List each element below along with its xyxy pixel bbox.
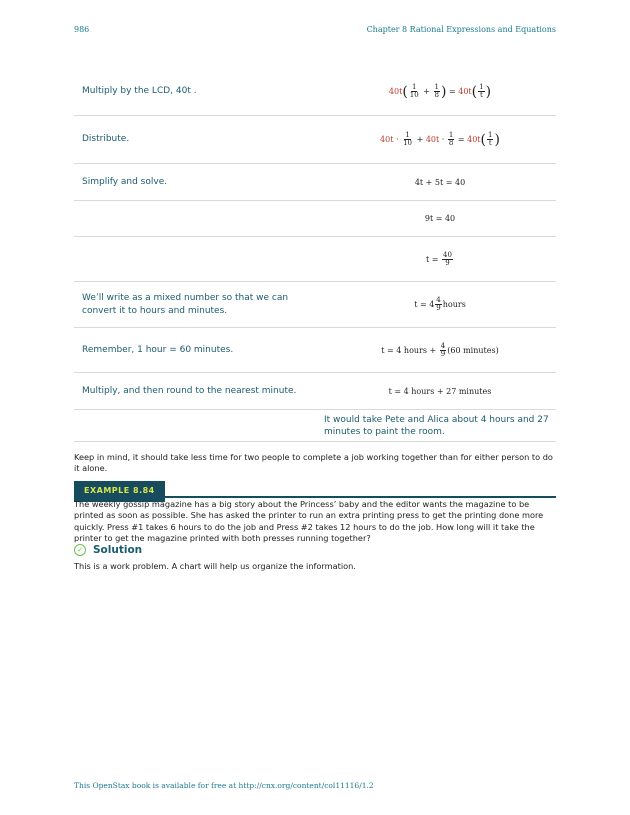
- answer-text: It would take Pete and Alica about 4 hours and 27 minutes to paint the room.: [324, 415, 549, 438]
- step-label: We’ll write as a mixed number so that we can convert it to hours and minutes.: [82, 293, 289, 316]
- example-label: EXAMPLE 8.84: [74, 481, 165, 502]
- step-row: [74, 116, 556, 164]
- step-row: [74, 237, 556, 282]
- step-math: t = 4 hours + 27 minutes: [388, 386, 492, 396]
- step-label: Multiply, and then round to the nearest minute.: [82, 385, 297, 396]
- solution-title: Solution: [93, 544, 143, 556]
- example-divider: [74, 496, 556, 498]
- step-row: [74, 373, 556, 410]
- chapter-title: Chapter 8 Rational Expressions and Equations: [366, 25, 556, 34]
- step-label: Simplify and solve.: [82, 176, 168, 187]
- note-paragraph: Keep in mind, it should take less time for two people to complete a job working together than for either person to do it alone.: [74, 452, 553, 474]
- solution-text: This is a work problem. A chart will help us organize the information.: [74, 561, 356, 571]
- solution-steps-table: [74, 68, 556, 442]
- step-row: [74, 164, 556, 201]
- step-row: [74, 282, 556, 328]
- check-circle-icon: ✓: [74, 544, 86, 556]
- step-math: t = 4 $\frac{4}{9}$ hours: [414, 296, 466, 312]
- step-label: Multiply by the LCD, 40t .: [82, 86, 197, 97]
- step-math: 4t + 5t = 40: [414, 177, 466, 187]
- step-row: [74, 68, 556, 116]
- step-math: 40t · $\frac{1}{10}$ + 40t · $\frac{1}{8}$ = 40t ( $\frac{1}{t}$ ): [380, 131, 500, 148]
- step-label: Distribute.: [82, 134, 130, 145]
- step-label: Remember, 1 hour = 60 minutes.: [82, 344, 234, 355]
- footer-note: This OpenStax book is available for free at http://cnx.org/content/col11116/1.2: [74, 781, 374, 790]
- page-number: 986: [74, 25, 90, 34]
- example-problem: The weekly gossip magazine has a big story about the Princess’ baby and the editor wants the magazine to be printed as soon as possible. She has asked the printer to run an extra printing press to get the printing done more quickly. Press #1 takes 6 hours to do the job and Press #2 takes 12 hours to do the job. How long will it take the printer to get the magazine printed with both presses running together?: [74, 499, 544, 543]
- step-math: 40t ( $\frac{1}{10}$ + $\frac{1}{8}$ ) = 40t ( $\frac{1}{t}$ ): [388, 83, 492, 100]
- step-row: [74, 328, 556, 373]
- solution-heading: [74, 544, 142, 556]
- step-row: [74, 201, 556, 237]
- step-math: 9t = 40: [424, 214, 456, 223]
- answer-row: [74, 410, 556, 442]
- step-math: t = 4 hours + $\frac{4}{9}$ (60 minutes): [381, 341, 499, 358]
- step-math: t = $\frac{40}{9}$: [426, 250, 452, 267]
